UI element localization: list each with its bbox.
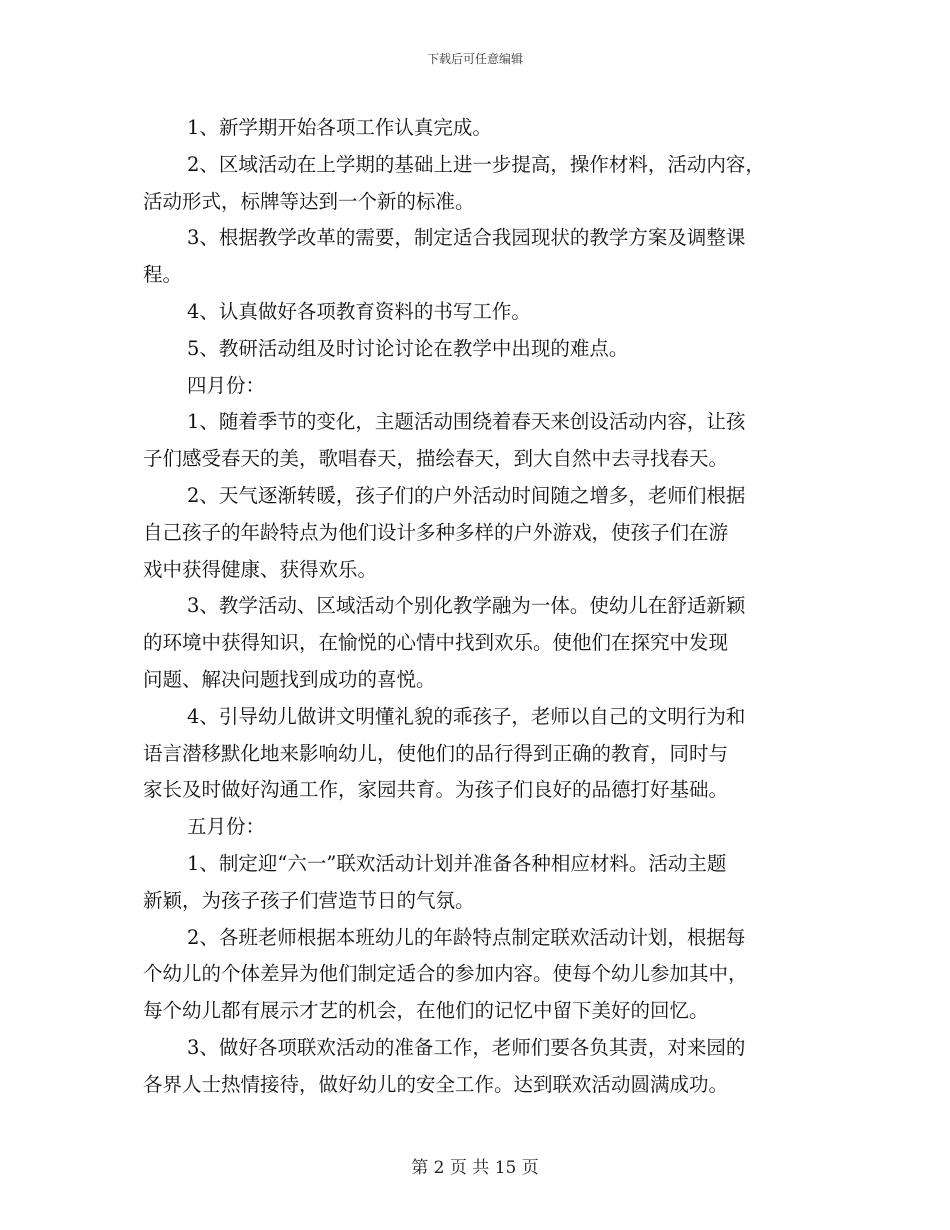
document-body	[143, 110, 813, 1104]
text-line: 5、教研活动组及时讨论讨论在教学中出现的难点。	[187, 336, 629, 360]
text-line: 4、引导幼儿做讲文明懂礼貌的乖孩子，老师以自己的文明行为和	[187, 704, 746, 728]
text-line: 每个幼儿都有展示才艺的机会，在他们的记忆中留下美好的回忆。	[143, 999, 709, 1023]
text-line: 问题、解决问题找到成功的喜悦。	[143, 667, 436, 691]
text-line: 4、认真做好各项教育资料的书写工作。	[187, 299, 531, 323]
text-line: 3、教学活动、区域活动个别化教学融为一体。使幼儿在舒适新颖	[187, 594, 746, 618]
text-line: 程。	[143, 263, 183, 287]
text-line: 3、根据教学改革的需要，制定适合我园现状的教学方案及调整课	[187, 226, 746, 250]
text-line: 的环境中获得知识，在愉悦的心情中找到欢乐。使他们在探究中发现	[143, 631, 729, 655]
text-line: 1、新学期开始各项工作认真完成。	[187, 116, 492, 139]
text-line: 子们感受春天的美，歌唱春天，描绘春天，到大自然中去寻找春天。	[143, 447, 729, 471]
text-line: 语言潜移默化地来影响幼儿，使他们的品行得到正确的教育，同时与	[143, 741, 729, 765]
text-line: 新颖，为孩子孩子们营造节日的气氛。	[143, 888, 475, 912]
page-number: 第 2 页 共 15 页	[411, 1158, 539, 1178]
section-heading-april: 四月份：	[187, 373, 266, 397]
text-line: 家长及时做好沟通工作，家园共育。为孩子们良好的品德打好基础。	[143, 778, 729, 802]
text-line: 3、做好各项联欢活动的准备工作，老师们要各负其责，对来园的	[187, 1035, 746, 1059]
section-heading-may: 五月份：	[187, 815, 266, 839]
text-line: 2、天气逐渐转暖，孩子们的户外活动时间随之增多，老师们根据	[187, 483, 746, 507]
text-line: 1、随着季节的变化，主题活动围绕着春天来创设活动内容，让孩	[187, 410, 746, 434]
text-line: 1、制定迎“六一”联欢活动计划并准备各种相应材料。活动主题	[187, 851, 727, 875]
text-line: 各界人士热情接待，做好幼儿的安全工作。达到联欢活动圆满成功。	[143, 1072, 729, 1096]
page-header: 下载后可任意编辑	[426, 52, 523, 66]
text-line: 自己孩子的年龄特点为他们设计多种多样的户外游戏，使孩子们在游	[143, 520, 729, 544]
text-line: 戏中获得健康、获得欢乐。	[143, 557, 378, 581]
text-line: 活动形式，标牌等达到一个新的标准。	[143, 189, 475, 213]
text-line: 个幼儿的个体差异为他们制定适合的参加内容。使每个幼儿参加其中，	[143, 962, 748, 986]
text-line: 2、区域活动在上学期的基础上进一步提高，操作材料，活动内容，	[187, 152, 765, 176]
text-line: 2、各班老师根据本班幼儿的年龄特点制定联欢活动计划，根据每	[187, 925, 746, 949]
